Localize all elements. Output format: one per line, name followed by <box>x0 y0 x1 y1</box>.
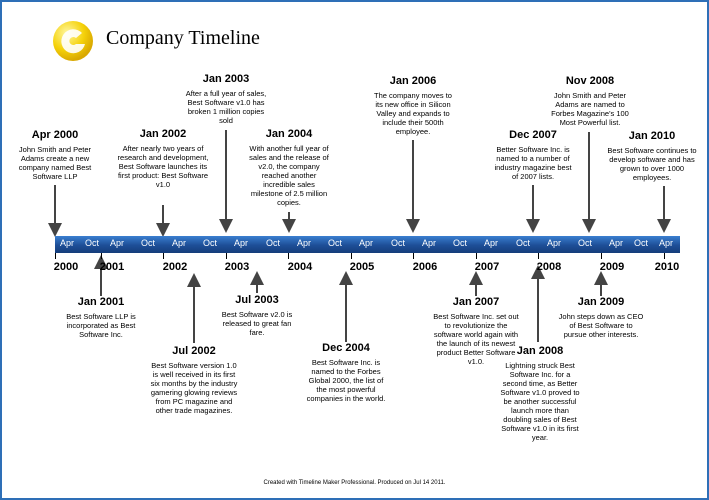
axis-month-label: Oct <box>265 238 281 248</box>
axis-year-label: 2009 <box>599 261 625 273</box>
axis-year-label: 2008 <box>536 261 562 273</box>
event-date: Jul 2002 <box>172 345 216 357</box>
event-description: Best Software Inc. set out to revolutionize the software world again with the launch of its newest product Better Software v1.0. <box>433 312 519 366</box>
event-description: John steps down as CEO of Best Software to pursue other interests. <box>558 312 644 339</box>
axis-year-label: 2003 <box>224 261 250 273</box>
axis-year-tick <box>601 253 602 259</box>
axis-month-label: Apr <box>233 238 249 248</box>
axis-month-label: Apr <box>546 238 562 248</box>
event-description: After nearly two years of research and development, Best Software launches its first product: Best Software v1.0 <box>117 144 209 189</box>
event-date: Jan 2007 <box>452 296 500 308</box>
event-description: Lightning struck Best Software Inc. for a second time, as Better Software v1.0 proved to be another successful launch more than doubling sales of Best Software v1.0 in its first year. <box>500 361 580 442</box>
event-date: Apr 2000 <box>31 129 79 141</box>
axis-year-label: 2004 <box>287 261 313 273</box>
axis-year-label: 2002 <box>162 261 188 273</box>
axis-year-tick <box>163 253 164 259</box>
footer-credit: Created with Timeline Maker Professional. Produced on Jul 14 2011. <box>263 480 446 486</box>
axis-month-label: Apr <box>109 238 125 248</box>
axis-year-label: 2001 <box>99 261 125 273</box>
event-date: Jan 2001 <box>77 296 125 308</box>
event-description: After a full year of sales, Best Software v1.0 has broken 1 million copies sold <box>185 89 267 125</box>
event-date: Jan 2009 <box>577 296 625 308</box>
event-description: With another full year of sales and the release of v2.0, the company reached another incredible sales milestone of 2.5 million copies. <box>249 144 329 207</box>
event-date: Nov 2008 <box>565 75 615 87</box>
axis-month-label: Oct <box>452 238 468 248</box>
axis-year-label: 2000 <box>53 261 79 273</box>
axis-month-label: Apr <box>358 238 374 248</box>
event-date: Jan 2010 <box>628 130 676 142</box>
event-description: The company moves to its new office in Silicon Valley and expands to include their 500th employee. <box>374 91 452 136</box>
event-date: Jan 2002 <box>139 128 187 140</box>
axis-year-tick <box>55 253 56 259</box>
event-description: Best Software version 1.0 is well received in its first six months by the industry gamering glowing reviews from PC magazine and other trade magazines. <box>150 361 238 415</box>
axis-month-label: Oct <box>390 238 406 248</box>
axis-month-label: Apr <box>658 238 674 248</box>
event-description: John Smith and Peter Adams create a new company named Best Software LLP <box>18 145 92 181</box>
axis-month-label: Oct <box>577 238 593 248</box>
axis-year-tick <box>101 253 102 259</box>
event-description: Best Software LLP is incorporated as Best Software Inc. <box>66 312 136 339</box>
event-description: Best Software Inc. is named to the Forbes Global 2000, the list of the most powerful companies in the world. <box>306 358 386 403</box>
event-date: Jan 2008 <box>516 345 564 357</box>
axis-month-label: Oct <box>515 238 531 248</box>
axis-year-label: 2006 <box>412 261 438 273</box>
page-title: Company Timeline <box>106 27 260 49</box>
event-date: Jan 2003 <box>202 73 250 85</box>
axis-month-label: Apr <box>483 238 499 248</box>
axis-year-tick <box>413 253 414 259</box>
axis-month-label: Apr <box>296 238 312 248</box>
axis-month-label: Oct <box>633 238 649 248</box>
axis-year-label: 2007 <box>474 261 500 273</box>
axis-month-label: Oct <box>84 238 100 248</box>
axis-month-label: Apr <box>608 238 624 248</box>
event-date: Dec 2004 <box>322 342 370 354</box>
axis-year-label: 2010 <box>654 261 680 273</box>
event-date: Dec 2007 <box>509 129 557 141</box>
event-date: Jan 2004 <box>265 128 313 140</box>
axis-year-tick <box>351 253 352 259</box>
event-description: John Smith and Peter Adams are named to Forbes Magazine's 100 Most Powerful list. <box>551 91 629 127</box>
axis-year-tick <box>476 253 477 259</box>
event-date: Jan 2006 <box>389 75 437 87</box>
axis-month-label: Apr <box>421 238 437 248</box>
axis-month-label: Oct <box>140 238 156 248</box>
axis-month-label: Apr <box>59 238 75 248</box>
axis-year-tick <box>288 253 289 259</box>
axis-month-label: Oct <box>202 238 218 248</box>
event-description: Best Software continues to develop software and has grown to over 1000 employees. <box>607 146 697 182</box>
axis-year-tick <box>538 253 539 259</box>
axis-year-label: 2005 <box>349 261 375 273</box>
event-description: Better Software Inc. is named to a number of industry magazine best of 2007 lists. <box>494 145 572 181</box>
event-date: Jul 2003 <box>235 294 279 306</box>
axis-month-label: Oct <box>327 238 343 248</box>
axis-year-tick <box>226 253 227 259</box>
axis-year-tick <box>664 253 665 259</box>
event-description: Best Software v2.0 is released to great fan fare. <box>221 310 293 337</box>
axis-month-label: Apr <box>171 238 187 248</box>
